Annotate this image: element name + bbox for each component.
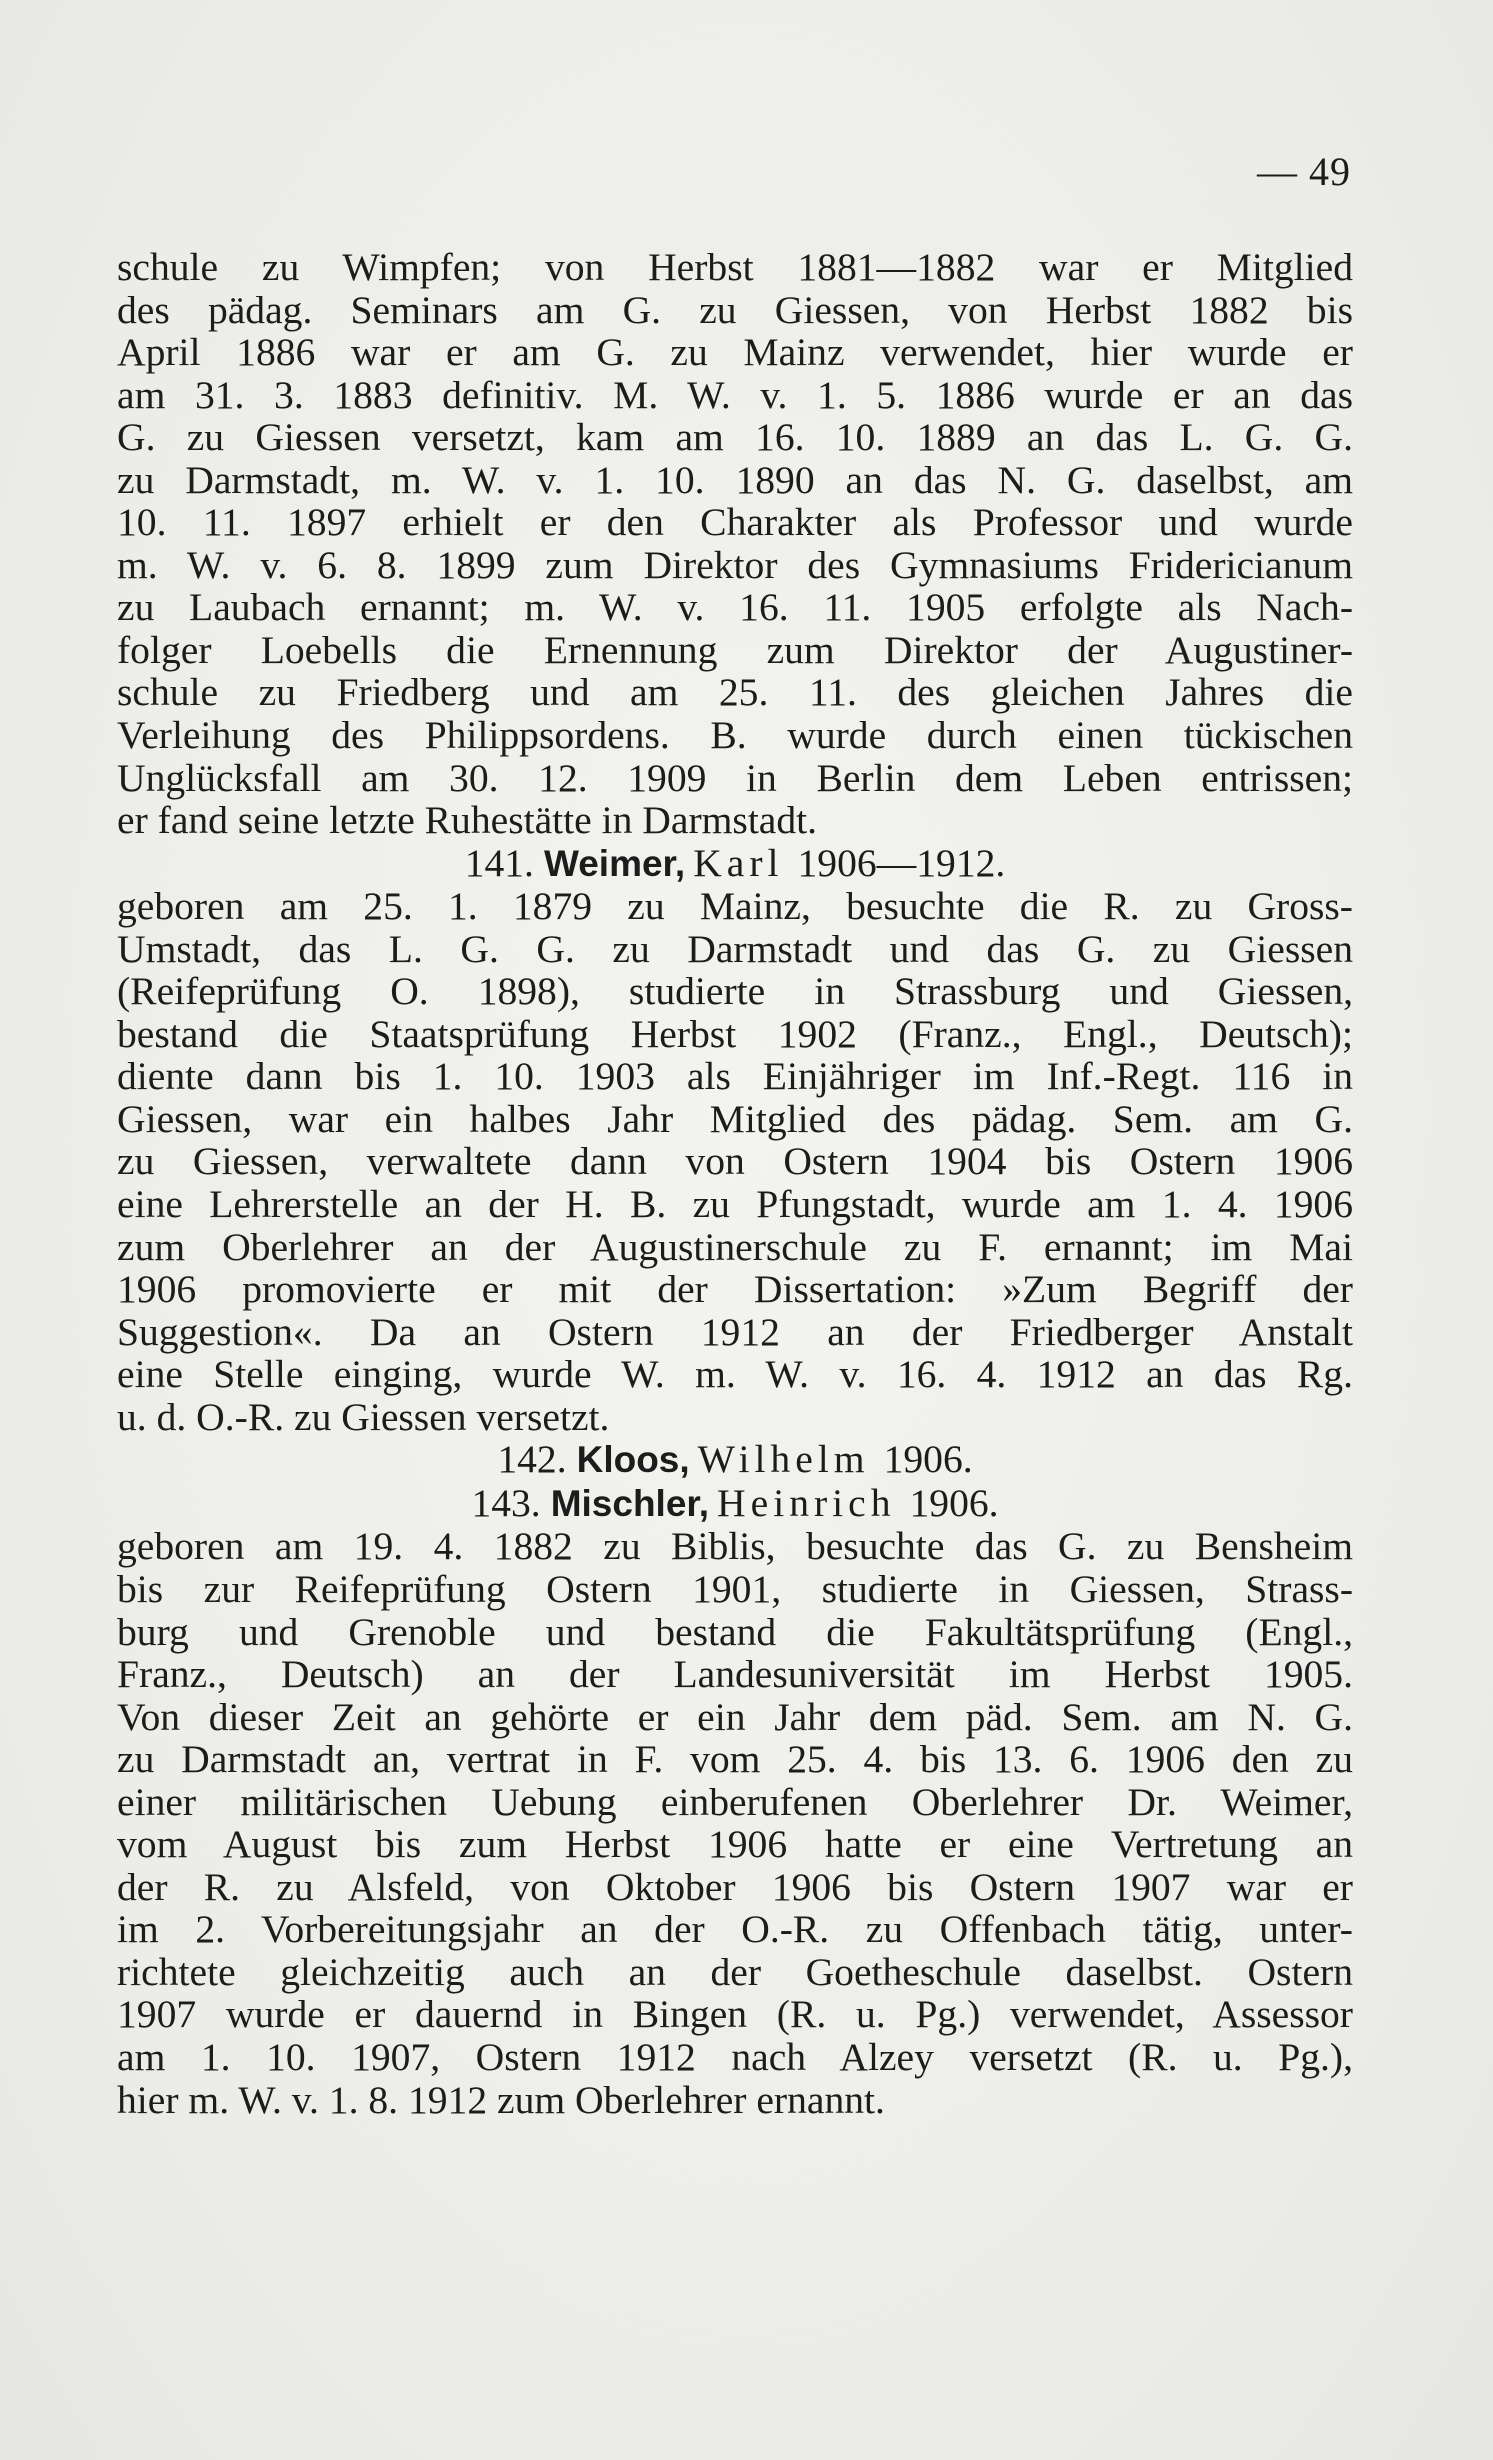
paragraph-mischler (117, 1525, 1353, 2121)
text-line: zu Darmstadt, m. W. v. 1. 10. 1890 an das N. G. daselbst, am (117, 457, 1353, 502)
text-line: 10. 11. 1897 erhielt er den Charakter als Professor und wurde (117, 500, 1353, 545)
entry-given-name: Karl (693, 840, 784, 885)
entry-given-name: Wilhelm (697, 1437, 870, 1482)
entry-years: 1906. (883, 1437, 973, 1482)
text-line: eine Lehrerstelle an der H. B. zu Pfungstadt, wurde am 1. 4. 1906 (117, 1182, 1353, 1227)
text-line: Franz., Deutsch) an der Landesuniversität im Herbst 1905. (117, 1652, 1353, 1697)
text-line: des pädag. Seminars am G. zu Giessen, von Herbst 1882 bis (117, 287, 1353, 332)
text-line: der R. zu Alsfeld, von Oktober 1906 bis Ostern 1907 war er (117, 1864, 1353, 1909)
text-line: (Reifeprüfung O. 1898), studierte in Strassburg und Giessen, (117, 969, 1353, 1014)
text-line: schule zu Friedberg und am 25. 11. des gleichen Jahres die (117, 670, 1353, 715)
text-line: Umstadt, das L. G. G. zu Darmstadt und das G. zu Giessen (117, 926, 1353, 971)
text-column (117, 246, 1353, 2121)
page-number: — 49 (1257, 149, 1351, 194)
text-line: 1906 promovierte er mit der Dissertation: »Zum Begriff der (117, 1267, 1353, 1312)
text-line: schule zu Wimpfen; von Herbst 1881—1882 war er Mitglied (117, 245, 1353, 289)
text-line: im 2. Vorbereitungsjahr an der O.-R. zu Offenbach tätig, unter- (117, 1907, 1353, 1952)
text-line: G. zu Giessen versetzt, kam am 16. 10. 1889 an das L. G. G. (117, 415, 1353, 460)
text-line: vom August bis zum Herbst 1906 hatte er eine Vertretung an (117, 1822, 1353, 1867)
text-line: Suggestion«. Da an Ostern 1912 an der Friedberger Anstalt (117, 1309, 1353, 1354)
text-line: Von dieser Zeit an gehörte er ein Jahr dem päd. Sem. am N. G. (117, 1694, 1353, 1739)
entry-years: 1906. (909, 1480, 999, 1525)
text-line: eine Stelle einging, wurde W. m. W. v. 16. 4. 1912 an das Rg. (117, 1352, 1353, 1397)
entry-heading-142 (117, 1438, 1353, 1482)
text-line: zu Laubach ernannt; m. W. v. 16. 11. 1905 erfolgte als Nach- (117, 585, 1353, 630)
text-line: 1907 wurde er dauernd in Bingen (R. u. Pg.) verwendet, Assessor (117, 1992, 1353, 2037)
text-line: folger Loebells die Ernennung zum Direktor der Augustiner- (117, 627, 1353, 672)
text-line: m. W. v. 6. 8. 1899 zum Direktor des Gymnasiums Fridericianum (117, 542, 1353, 587)
text-line: am 1. 10. 1907, Ostern 1912 nach Alzey versetzt (R. u. Pg.), (117, 2034, 1353, 2079)
text-line: burg und Grenoble und bestand die Fakultätsprüfung (Engl., (117, 1609, 1353, 1654)
text-line: diente dann bis 1. 10. 1903 als Einjähriger im Inf.-Regt. 116 in (117, 1054, 1353, 1099)
entry-number: 143. (471, 1480, 541, 1525)
text-line: u. d. O.-R. zu Giessen versetzt. (117, 1394, 610, 1439)
entry-surname: Mischler, (550, 1482, 710, 1524)
entry-heading-143 (117, 1482, 1353, 1526)
text-line: bestand die Staatsprüfung Herbst 1902 (Franz., Engl., Deutsch); (117, 1011, 1353, 1056)
text-line: Verleihung des Philippsordens. B. wurde durch einen tückischen (117, 713, 1353, 758)
entry-number: 142. (497, 1437, 567, 1482)
text-line: geboren am 25. 1. 1879 zu Mainz, besuchte die R. zu Gross- (117, 884, 1353, 929)
text-line: am 31. 3. 1883 definitiv. M. W. v. 1. 5. 1886 wurde er an das (117, 372, 1353, 417)
text-line: richtete gleichzeitig auch an der Goetheschule daselbst. Ostern (117, 1949, 1353, 1994)
text-line: zu Giessen, verwaltete dann von Ostern 1904 bis Ostern 1906 (117, 1139, 1353, 1184)
text-line: zum Oberlehrer an der Augustinerschule zu F. ernannt; im Mai (117, 1224, 1353, 1269)
text-line: Unglücksfall am 30. 12. 1909 in Berlin dem Leben entrissen; (117, 755, 1353, 800)
paragraph-weimer (117, 885, 1353, 1438)
text-line: einer militärischen Uebung einberufenen Oberlehrer Dr. Weimer, (117, 1779, 1353, 1824)
text-line: er fand seine letzte Ruhestätte in Darmstadt. (117, 798, 818, 843)
text-line: zu Darmstadt an, vertrat in F. vom 25. 4. bis 13. 6. 1906 den zu (117, 1737, 1353, 1782)
text-line: bis zur Reifeprüfung Ostern 1901, studierte in Giessen, Strass- (117, 1566, 1353, 1611)
entry-number: 141. (464, 840, 534, 885)
entry-surname: Kloos, (576, 1439, 690, 1481)
text-line: April 1886 war er am G. zu Mainz verwendet, hier wurde er (117, 330, 1353, 375)
entry-heading-141 (117, 842, 1353, 886)
entry-years: 1906—1912. (797, 840, 1006, 885)
paragraph-biography-continuation (117, 246, 1353, 842)
entry-given-name: Heinrich (717, 1480, 896, 1525)
text-line: Giessen, war ein halbes Jahr Mitglied des pädag. Sem. am G. (117, 1096, 1353, 1141)
text-line: hier m. W. v. 1. 8. 1912 zum Oberlehrer ernannt. (117, 2077, 885, 2122)
text-line: geboren am 19. 4. 1882 zu Biblis, besuchte das G. zu Bensheim (117, 1524, 1353, 1569)
entry-surname: Weimer, (543, 842, 686, 884)
